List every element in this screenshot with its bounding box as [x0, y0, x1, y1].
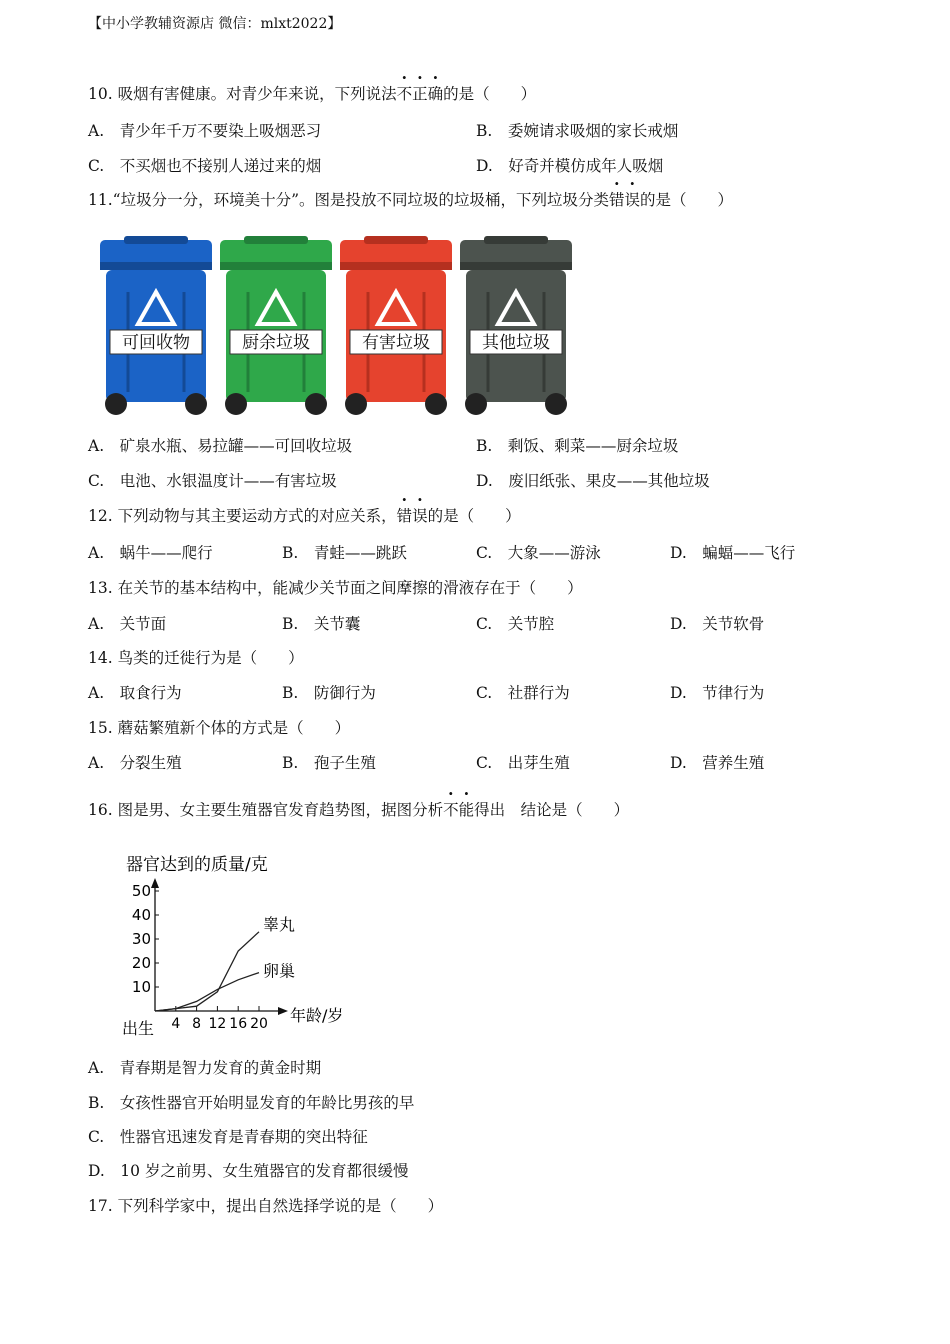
q15-option-b[interactable]: B. 孢子生殖	[282, 754, 376, 772]
question-10: 10. 吸烟有害健康。对青少年来说，下列说法不正确的是（ ）	[88, 85, 537, 103]
y-tick-label: 20	[131, 954, 151, 972]
q10-option-d[interactable]: D. 好奇并模仿成年人吸烟	[476, 157, 664, 175]
garbage-bins-figure	[98, 232, 573, 417]
q14-option-d[interactable]: D. 节律行为	[670, 684, 765, 702]
wheel-icon	[345, 393, 367, 415]
q11-option-c[interactable]: C. 电池、水银温度计——有害垃圾	[88, 472, 337, 490]
q16-option-c[interactable]: C. 性器官迅速发育是青春期的突出特征	[88, 1128, 368, 1146]
question-13: 13. 在关节的基本结构中，能减少关节面之间摩擦的滑液存在于（ ）	[88, 579, 583, 597]
y-tick-label: 40	[131, 906, 151, 924]
bin-label: 其他垃圾	[482, 333, 550, 353]
y-axis-arrow	[151, 878, 159, 888]
garbage-bin	[460, 236, 572, 415]
q15-option-a[interactable]: A. 分裂生殖	[88, 754, 182, 772]
y-tick-label: 10	[131, 978, 151, 996]
chart-xlabel: 年龄/岁	[290, 1006, 344, 1025]
chart-ylabel: 器官达到的质量/克	[126, 855, 268, 875]
q12-option-d[interactable]: D. 蝙蝠——飞行	[670, 544, 796, 562]
q15-option-c[interactable]: C. 出芽生殖	[476, 754, 570, 772]
chart-origin-label: 出生	[122, 1019, 155, 1038]
question-16: 16. 图是男、女主要生殖器官发育趋势图，据图分析不能得出 结论是（ ）	[88, 801, 630, 819]
question-17: 17. 下列科学家中，提出自然选择学说的是（ ）	[88, 1197, 444, 1215]
q12-option-c[interactable]: C. 大象——游泳	[476, 544, 601, 562]
bin-label: 有害垃圾	[362, 333, 430, 353]
x-tick-label: 20	[250, 1016, 268, 1032]
question-11: 11.“垃圾分一分，环境美十分”。图是投放不同垃圾的垃圾桶，下列垃圾分类错误的是（ ）	[88, 191, 734, 209]
y-tick-label: 50	[131, 882, 151, 900]
q15-option-d[interactable]: D. 营养生殖	[670, 754, 765, 772]
wheel-icon	[545, 393, 567, 415]
series-label: 卵巢	[263, 961, 296, 981]
series-line	[155, 973, 259, 1011]
wheel-icon	[425, 393, 447, 415]
garbage-bin	[100, 236, 212, 415]
question-14: 14. 鸟类的迁徙行为是（ ）	[88, 649, 304, 667]
wheel-icon	[465, 393, 487, 415]
series-label: 睾丸	[263, 914, 296, 934]
series-line	[155, 932, 259, 1011]
q11-option-a[interactable]: A. 矿泉水瓶、易拉罐——可回收垃圾	[88, 437, 353, 455]
wheel-icon	[185, 393, 207, 415]
q10-option-c[interactable]: C. 不买烟也不接别人递过来的烟	[88, 157, 322, 175]
x-tick-label: 16	[229, 1016, 248, 1032]
wheel-icon	[105, 393, 127, 415]
q14-option-a[interactable]: A. 取食行为	[88, 684, 182, 702]
q13-option-c[interactable]: C. 关节腔	[476, 615, 555, 633]
q11-option-d[interactable]: D. 废旧纸张、果皮——其他垃圾	[476, 472, 710, 490]
question-12: 12. 下列动物与其主要运动方式的对应关系，错误的是（ ）	[88, 507, 521, 525]
garbage-bin	[340, 236, 452, 415]
x-tick-label: 8	[192, 1016, 202, 1032]
bin-label: 可回收物	[122, 333, 190, 353]
q13-option-a[interactable]: A. 关节面	[88, 615, 167, 633]
q16-option-a[interactable]: A. 青春期是智力发育的黄金时期	[88, 1059, 322, 1077]
wheel-icon	[305, 393, 327, 415]
q10-option-b[interactable]: B. 委婉请求吸烟的家长戒烟	[476, 122, 679, 140]
page-header: 【中小学教辅资源店 微信：mlxt2022】	[88, 16, 342, 32]
x-axis-arrow	[278, 1007, 288, 1015]
bin-label: 厨余垃圾	[242, 333, 310, 353]
q14-option-b[interactable]: B. 防御行为	[282, 684, 376, 702]
q13-option-d[interactable]: D. 关节软骨	[670, 615, 765, 633]
q16-option-b[interactable]: B. 女孩性器官开始明显发育的年龄比男孩的早	[88, 1094, 415, 1112]
q10-option-a[interactable]: A. 青少年千万不要染上吸烟恶习	[88, 122, 322, 140]
q12-option-b[interactable]: B. 青蛙——跳跃	[282, 544, 407, 562]
q14-option-c[interactable]: C. 社群行为	[476, 684, 570, 702]
wheel-icon	[225, 393, 247, 415]
question-15: 15. 蘑菇繁殖新个体的方式是（ ）	[88, 719, 351, 737]
q11-option-b[interactable]: B. 剩饭、剩菜——厨余垃圾	[476, 437, 679, 455]
organ-growth-chart	[118, 848, 368, 1043]
garbage-bin	[220, 236, 332, 415]
q12-option-a[interactable]: A. 蜗牛——爬行	[88, 544, 213, 562]
y-tick-label: 30	[131, 930, 151, 948]
q16-option-d[interactable]: D. 10 岁之前男、女生殖器官的发育都很缓慢	[88, 1162, 409, 1180]
q13-option-b[interactable]: B. 关节囊	[282, 615, 361, 633]
x-tick-label: 12	[208, 1016, 227, 1032]
x-tick-label: 4	[171, 1016, 181, 1032]
